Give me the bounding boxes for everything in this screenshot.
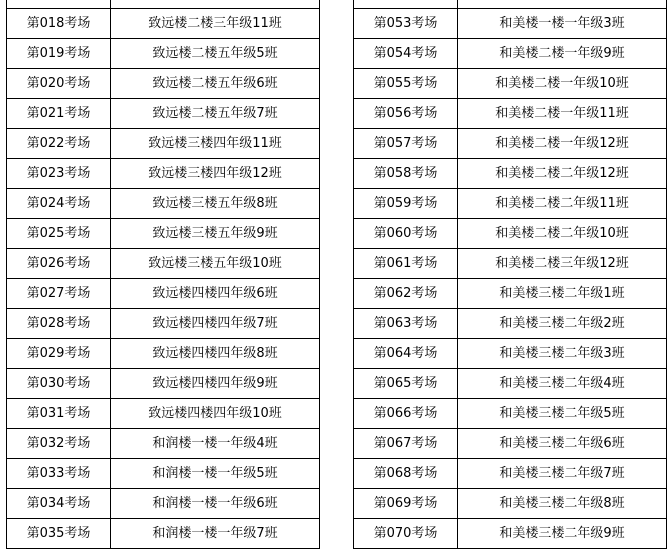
table-row	[7, 399, 320, 429]
exam-room-cell: 第055考场	[354, 69, 458, 99]
classroom-location-cell: 致远楼三楼四年级11班	[111, 129, 320, 159]
classroom-location-cell: 和美楼一楼一年级3班	[458, 9, 667, 39]
exam-room-cell: 第032考场	[7, 429, 111, 459]
exam-room-cell: 第023考场	[7, 159, 111, 189]
exam-room-cell: 第053考场	[354, 9, 458, 39]
classroom-location-cell: 和美楼三楼二年级2班	[458, 309, 667, 339]
table-row	[354, 309, 667, 339]
classroom-location-cell: 和美楼二楼一年级10班	[458, 69, 667, 99]
table-row	[354, 99, 667, 129]
exam-room-cell: 第026考场	[7, 249, 111, 279]
exam-room-cell: 第034考场	[7, 489, 111, 519]
exam-room-cell: 第020考场	[7, 69, 111, 99]
exam-room-cell: 第061考场	[354, 249, 458, 279]
classroom-location-cell	[111, 0, 320, 9]
exam-room-cell: 第028考场	[7, 309, 111, 339]
exam-room-cell	[7, 0, 111, 9]
exam-room-cell: 第066考场	[354, 399, 458, 429]
table-row	[354, 129, 667, 159]
exam-room-table-left	[6, 0, 320, 549]
exam-room-cell: 第030考场	[7, 369, 111, 399]
classroom-location-cell: 和美楼二楼一年级9班	[458, 39, 667, 69]
classroom-location-cell: 和美楼三楼二年级9班	[458, 519, 667, 549]
table-row	[7, 489, 320, 519]
classroom-location-cell: 和润楼一楼一年级5班	[111, 459, 320, 489]
exam-room-cell: 第035考场	[7, 519, 111, 549]
table-row	[354, 159, 667, 189]
table-row	[7, 159, 320, 189]
classroom-location-cell: 和美楼三楼二年级3班	[458, 339, 667, 369]
table-row	[354, 369, 667, 399]
exam-room-cell: 第018考场	[7, 9, 111, 39]
table-row	[7, 429, 320, 459]
table-row	[7, 0, 320, 9]
exam-room-cell: 第056考场	[354, 99, 458, 129]
table-row	[7, 519, 320, 549]
classroom-location-cell: 致远楼四楼四年级6班	[111, 279, 320, 309]
table-row	[7, 249, 320, 279]
table-row	[7, 279, 320, 309]
exam-room-cell: 第031考场	[7, 399, 111, 429]
classroom-location-cell: 和美楼二楼一年级12班	[458, 129, 667, 159]
classroom-location-cell: 致远楼二楼三年级11班	[111, 9, 320, 39]
exam-room-cell: 第025考场	[7, 219, 111, 249]
classroom-location-cell: 和美楼三楼二年级4班	[458, 369, 667, 399]
classroom-location-cell: 和美楼二楼三年级12班	[458, 249, 667, 279]
exam-room-cell: 第060考场	[354, 219, 458, 249]
table-row	[354, 339, 667, 369]
exam-room-cell: 第029考场	[7, 339, 111, 369]
table-row	[354, 69, 667, 99]
classroom-location-cell: 和美楼三楼二年级6班	[458, 429, 667, 459]
classroom-location-cell: 致远楼二楼五年级6班	[111, 69, 320, 99]
exam-room-cell: 第059考场	[354, 189, 458, 219]
exam-room-cell: 第068考场	[354, 459, 458, 489]
table-body-left	[7, 0, 320, 549]
classroom-location-cell: 致远楼三楼五年级9班	[111, 219, 320, 249]
exam-room-cell: 第063考场	[354, 309, 458, 339]
classroom-location-cell: 和润楼一楼一年级4班	[111, 429, 320, 459]
exam-room-cell: 第064考场	[354, 339, 458, 369]
table-row	[354, 429, 667, 459]
exam-room-cell: 第065考场	[354, 369, 458, 399]
classroom-location-cell: 和美楼二楼二年级11班	[458, 189, 667, 219]
classroom-location-cell: 和美楼三楼二年级8班	[458, 489, 667, 519]
table-row	[354, 489, 667, 519]
exam-room-cell: 第033考场	[7, 459, 111, 489]
classroom-location-cell: 致远楼三楼四年级12班	[111, 159, 320, 189]
table-row	[354, 0, 667, 9]
classroom-location-cell: 致远楼二楼五年级5班	[111, 39, 320, 69]
table-row	[7, 339, 320, 369]
table-body-right	[354, 0, 667, 549]
classroom-location-cell: 和润楼一楼一年级6班	[111, 489, 320, 519]
exam-room-cell: 第058考场	[354, 159, 458, 189]
classroom-location-cell: 致远楼三楼五年级10班	[111, 249, 320, 279]
exam-room-table-right	[353, 0, 667, 549]
classroom-location-cell: 和润楼一楼一年级7班	[111, 519, 320, 549]
table-row	[7, 129, 320, 159]
exam-room-cell: 第070考场	[354, 519, 458, 549]
table-row	[354, 219, 667, 249]
exam-room-cell: 第054考场	[354, 39, 458, 69]
table-row	[354, 39, 667, 69]
classroom-location-cell: 和美楼二楼一年级11班	[458, 99, 667, 129]
table-row	[7, 219, 320, 249]
exam-room-cell: 第057考场	[354, 129, 458, 159]
exam-room-cell: 第021考场	[7, 99, 111, 129]
exam-room-cell: 第062考场	[354, 279, 458, 309]
classroom-location-cell: 致远楼三楼五年级8班	[111, 189, 320, 219]
exam-room-cell: 第027考场	[7, 279, 111, 309]
classroom-location-cell: 致远楼二楼五年级7班	[111, 99, 320, 129]
table-row	[354, 9, 667, 39]
table-row	[354, 459, 667, 489]
classroom-location-cell: 致远楼四楼四年级8班	[111, 339, 320, 369]
table-row	[7, 309, 320, 339]
exam-room-cell: 第069考场	[354, 489, 458, 519]
table-row	[354, 519, 667, 549]
classroom-location-cell: 和美楼三楼二年级7班	[458, 459, 667, 489]
table-row	[354, 249, 667, 279]
table-row	[7, 189, 320, 219]
classroom-location-cell: 和美楼三楼二年级1班	[458, 279, 667, 309]
exam-room-cell: 第067考场	[354, 429, 458, 459]
table-row	[354, 189, 667, 219]
exam-room-cell: 第022考场	[7, 129, 111, 159]
classroom-location-cell	[458, 0, 667, 9]
exam-room-cell: 第019考场	[7, 39, 111, 69]
table-row	[354, 399, 667, 429]
classroom-location-cell: 和美楼三楼二年级5班	[458, 399, 667, 429]
table-row	[7, 459, 320, 489]
table-row	[7, 69, 320, 99]
classroom-location-cell: 和美楼二楼二年级12班	[458, 159, 667, 189]
classroom-location-cell: 致远楼四楼四年级10班	[111, 399, 320, 429]
classroom-location-cell: 致远楼四楼四年级7班	[111, 309, 320, 339]
classroom-location-cell: 致远楼四楼四年级9班	[111, 369, 320, 399]
table-row	[7, 99, 320, 129]
classroom-location-cell: 和美楼二楼二年级10班	[458, 219, 667, 249]
exam-room-cell	[354, 0, 458, 9]
table-row	[7, 9, 320, 39]
table-row	[354, 279, 667, 309]
table-row	[7, 39, 320, 69]
exam-room-cell: 第024考场	[7, 189, 111, 219]
table-row	[7, 369, 320, 399]
